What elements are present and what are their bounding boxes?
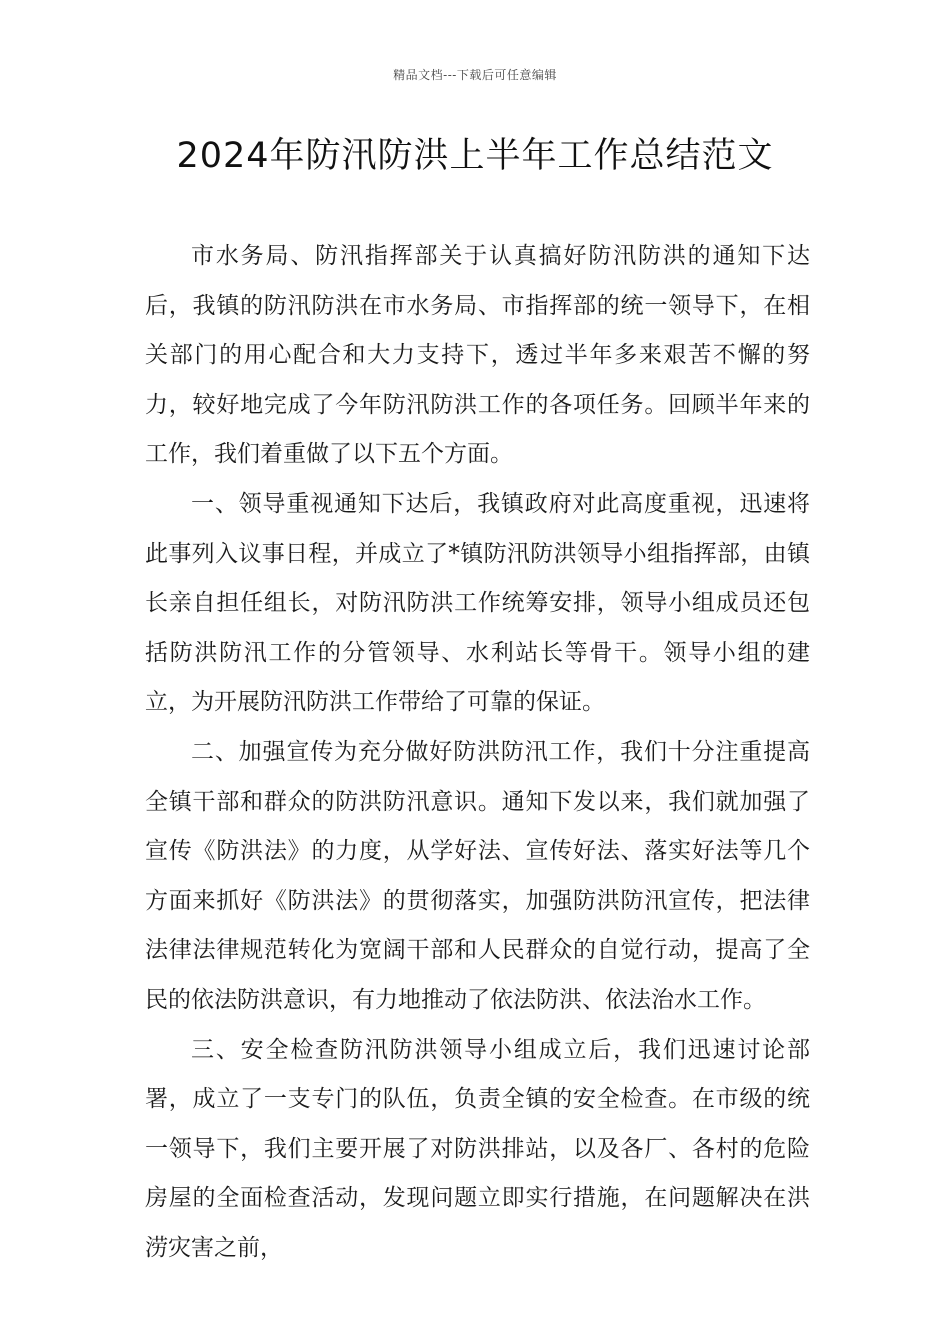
paragraph-leadership: 一、领导重视通知下达后，我镇政府对此高度重视，迅速将此事列入议事日程，并成立了*镇防汛防洪领导小组指挥部，由镇长亲自担任组长，对防汛防洪工作统筹安排，领导小组成员还包括防洪防汛工作的分管领导、水利站长等骨干。领导小组的建立，为开展防汛防洪工作带给了可靠的保证。 <box>145 490 810 716</box>
document-title: 2024年防汛防洪上半年工作总结范文 <box>176 136 774 176</box>
paragraph-intro: 市水务局、防汛指挥部关于认真搞好防汛防洪的通知下达后，我镇的防汛防洪在市水务局、市指挥部的统一领导下，在相关部门的用心配合和大力支持下，透过半年多来艰苦不懈的努力，较好地完成了今年防汛防洪工作的各项任务。回顾半年来的工作，我们着重做了以下五个方面。 <box>145 243 810 468</box>
document-body <box>145 232 810 1273</box>
header-note: 精品文档---下载后可任意编辑 <box>393 68 557 82</box>
paragraph-safety-inspection: 三、安全检查防汛防洪领导小组成立后，我们迅速讨论部署，成立了一支专门的队伍，负责全镇的安全检查。在市级的统一领导下，我们主要开展了对防洪排站，以及各厂、各村的危险房屋的全面检查活动，发现问题立即实行措施，在问题解决在洪涝灾害之前， <box>145 1036 810 1261</box>
paragraph-publicity: 二、加强宣传为充分做好防洪防汛工作，我们十分注重提高全镇干部和群众的防洪防汛意识。通知下发以来，我们就加强了宣传《防洪法》的力度，从学好法、宣传好法、落实好法等几个方面来抓好《防洪法》的贯彻落实，加强防洪防汛宣传，把法律法律法律规范转化为宽阔干部和人民群众的自觉行动，提高了全民的依法防洪意识，有力地推动了依法防洪、依法治水工作。 <box>145 738 810 1013</box>
